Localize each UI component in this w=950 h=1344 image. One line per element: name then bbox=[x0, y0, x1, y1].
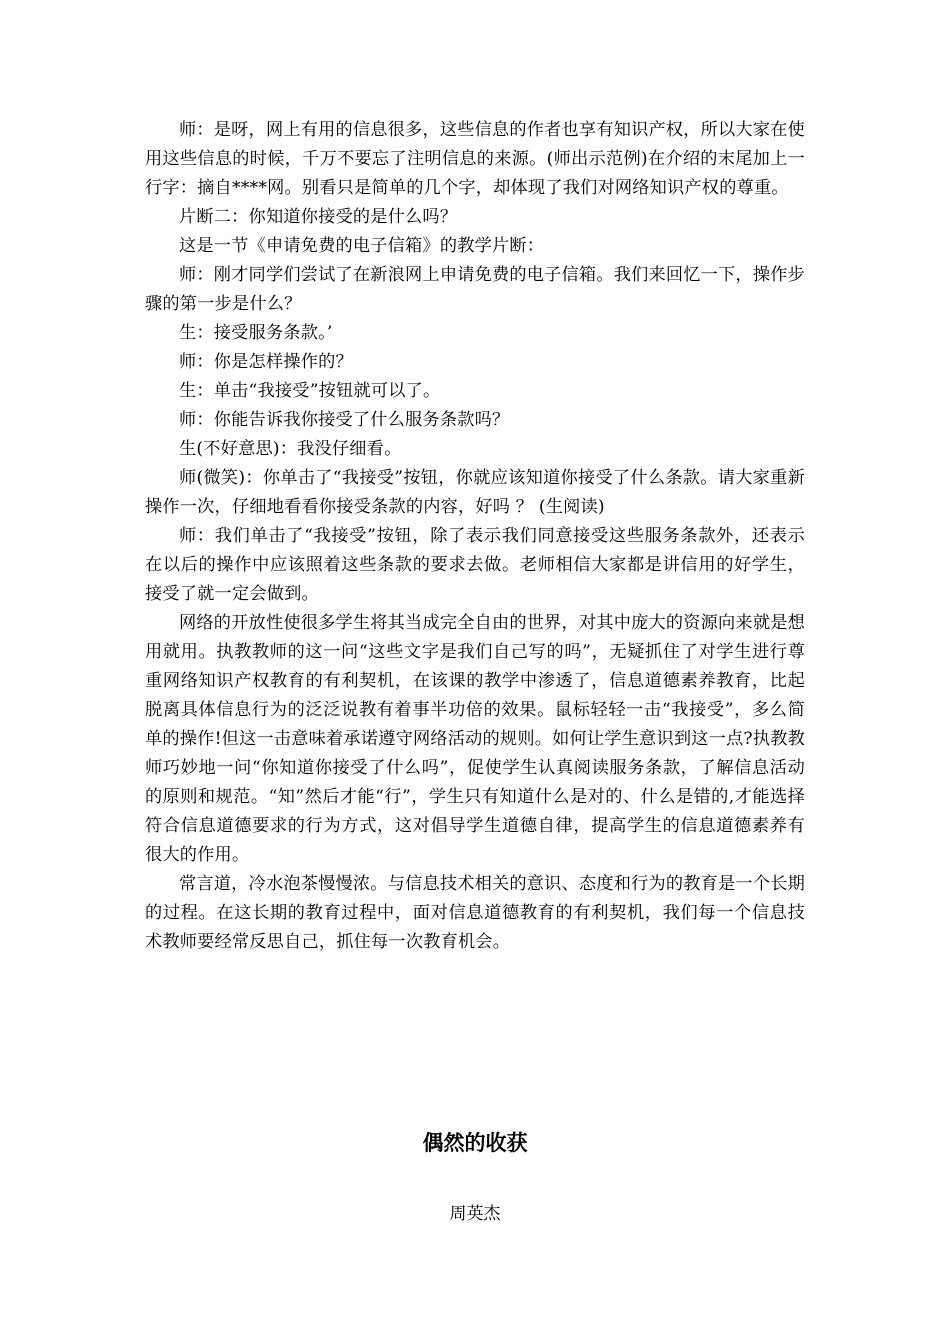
paragraph: 这是一节《申请免费的电子信箱》的教学片断： bbox=[179, 236, 545, 256]
paragraph: 片断二：你知道你接受的是什么吗？ bbox=[179, 207, 458, 227]
paragraph: 师(微笑)：你单击了“我接受”按钮，你就应该知道你接受了什么条款。请大家重新操作一次，仔细地看看你接受条款的内容，好吗 ？ (生阅读) bbox=[145, 468, 805, 517]
paragraph: 师：你能告诉我你接受了什么服务条款吗？ bbox=[179, 410, 510, 430]
article-title: 偶然的收获 bbox=[422, 1130, 528, 1155]
paragraph: 师：你是怎样操作的？ bbox=[179, 352, 353, 372]
author-name: 周英杰 bbox=[449, 1204, 501, 1224]
article-body bbox=[145, 116, 805, 957]
paragraph: 生：单击“我接受”按钮就可以了。 bbox=[179, 381, 441, 401]
paragraph: 生：接受服务条款。’ bbox=[179, 323, 333, 343]
paragraph: 师：是呀，网上有用的信息很多，这些信息的作者也享有知识产权，所以大家在使用这些信息的时候，千万不要忘了注明信息的来源。(师出示范例)在介绍的末尾加上一行字：摘自****网。别看只是简单的几个字，却体现了我们对网络知识产权的尊重。 bbox=[145, 120, 805, 198]
paragraph: 生(不好意思)：我没仔细看。 bbox=[179, 439, 402, 459]
paragraph: 网络的开放性使很多学生将其当成完全自由的世界，对其中庞大的资源向来就是想用就用。执教教师的这一问“这些文字是我们自己写的吗”，无疑抓住了对学生进行尊重网络知识产权教育的有利契机，在该课的教学中渗透了，信息道德素养教育，比起脱离具体信息行为的泛泛说教有着事半功倍的效果。鼠标轻轻一击“我接受”，多么简单的操作!但这一击意味着承诺遵守网络活动的规则。如何让学生意识到这一点?执教教师巧妙地一问“你知道你接受了什么吗”，促使学生认真阅读服务条款，了解信息活动的原则和规范。“知”然后才能“行”，学生只有知道什么是对的、什么是错的,才能选择符合信息道德要求的行为方式，这对倡导学生道德自律，提高学生的信息道德素养有很大的作用。 bbox=[145, 613, 805, 865]
paragraph: 常言道，冷水泡茶慢慢浓。与信息技术相关的意识、态度和行为的教育是一个长期的过程。在这长期的教育过程中，面对信息道德教育的有利契机，我们每一个信息技术教师要经常反思自己，抓住每一次教育机会。 bbox=[145, 874, 805, 952]
paragraph: 师：刚才同学们尝试了在新浪网上申请免费的电子信箱。我们来回忆一下，操作步骤的第一步是什么？ bbox=[145, 265, 805, 314]
paragraph: 师：我们单击了“我接受”按钮，除了表示我们同意接受这些服务条款外，还表示在以后的操作中应该照着这些条款的要求去做。老师相信大家都是讲信用的好学生，接受了就一定会做到。 bbox=[145, 526, 805, 604]
